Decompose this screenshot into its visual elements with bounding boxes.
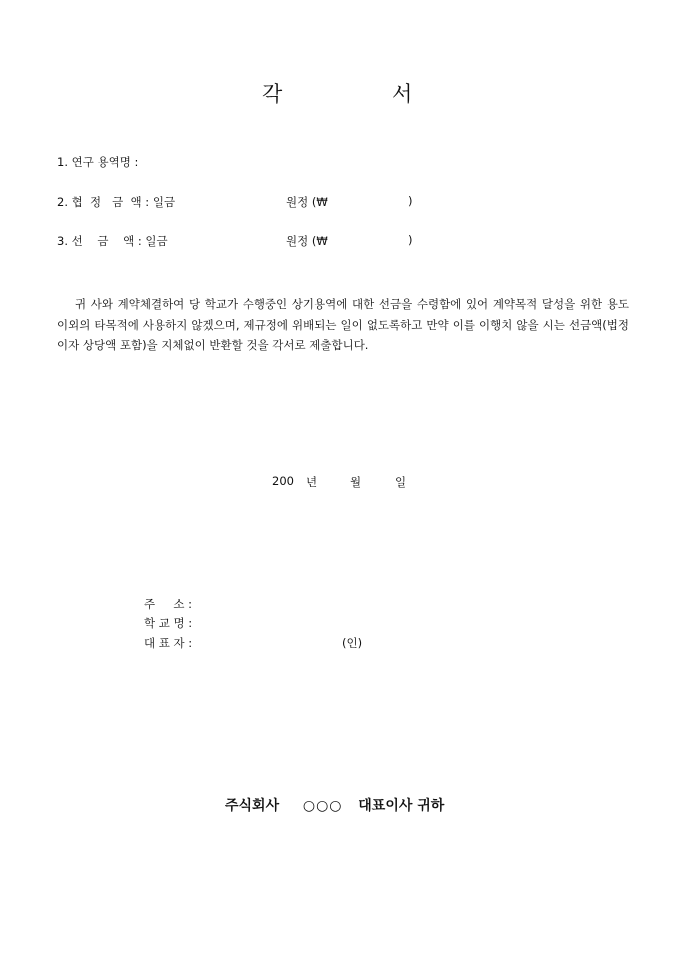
advance-amount-label: 3. 선 금 액 : 일금 [57,234,168,248]
contract-amount-won-label: 원정 (₩ [286,195,328,209]
research-service-name-label: 1. 연구 용역명 : [57,155,139,169]
date-year-unit: 년 [306,475,318,489]
contract-amount-close-paren: ) [408,194,413,208]
date-year: 200 [272,474,294,488]
seal-mark: (인) [342,636,363,650]
contract-amount-label: 2. 협 정 금 액 : 일금 [57,195,176,209]
addressee-suffix: 대표이사 귀하 [358,798,445,814]
addressee-company: 주식회사 [225,798,280,814]
representative-label: 대 표 자 : [144,636,193,650]
date-day-unit: 일 [395,475,407,489]
document-title-char-1: 각 [262,82,283,106]
advance-amount-won-label: 원정 (₩ [286,234,328,248]
document-title-char-2: 서 [392,82,413,106]
address-label: 주 소 : [144,597,193,611]
addressee-name: ○○○ [302,798,343,814]
advance-amount-close-paren: ) [408,233,413,247]
pledge-statement: 귀 사와 계약체결하여 당 학교가 수행중인 상기용역에 대한 선금을 수령함에 있어 계약목적 달성을 위한 용도 이외의 타목적에 사용하지 않겠으며, 제규정에 위배되는 일이 없도록하고 만약 이를 이행치 않을 시는 선금액(법정이자 상당액 포함)을 지체없이 반환할 것을 각서로 제출합니다. [57,297,629,352]
date-month-unit: 월 [350,475,362,489]
addressee-line [225,795,444,815]
school-name-label: 학 교 명 : [144,616,193,630]
